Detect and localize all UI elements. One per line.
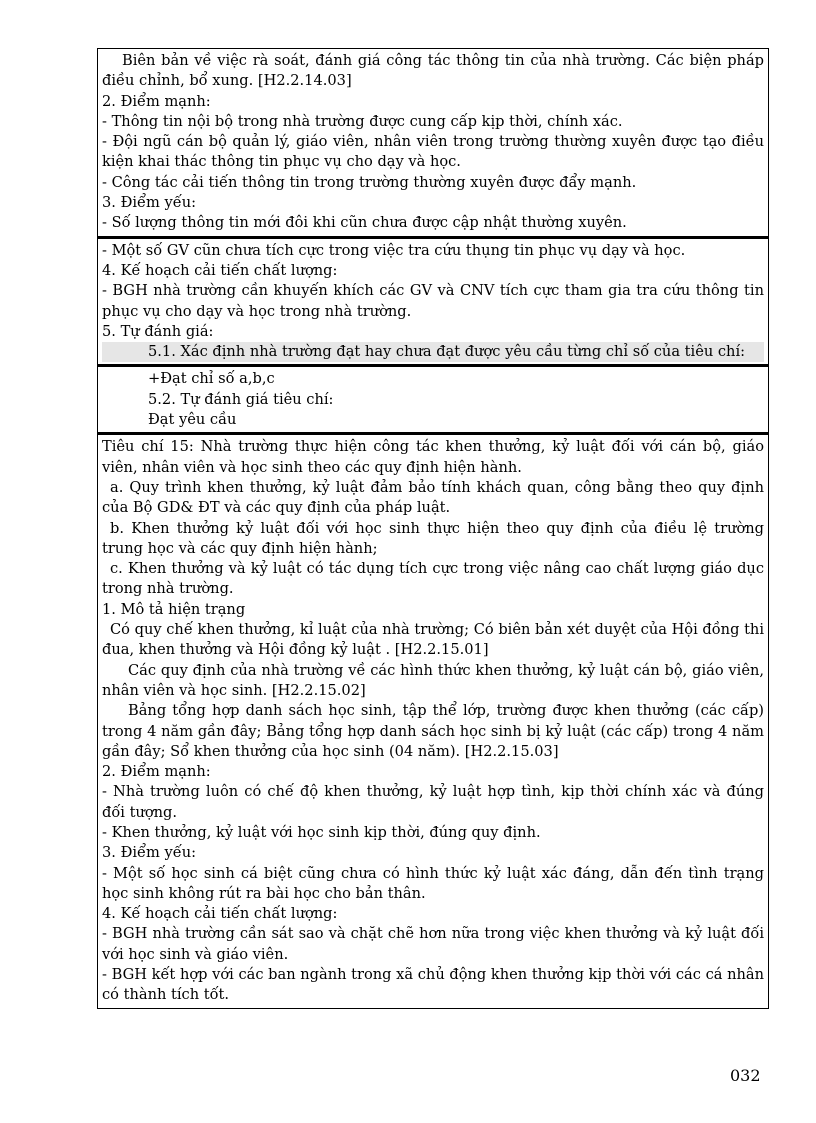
status-paragraph: Bảng tổng hợp danh sách học sinh, tập thể lớp, trường được khen thưởng (các cấp) trong 4 năm gần đây; Bảng tổng hợp danh sách học sinh bị kỷ luật (các cấp) trong 4 năm gần đây; Sổ khen thưởng của học sinh (04 năm). [H2.2.15.03] bbox=[102, 702, 764, 760]
weakness-item: - Số lượng thông tin mới đôi khi cũn chưa được cập nhật thường xuyên. bbox=[102, 214, 627, 232]
heading-strengths: 2. Điểm mạnh: bbox=[102, 763, 211, 781]
self-assessment-5-1: 5.1. Xác định nhà trường đạt hay chưa đạt được yêu cầu từng chỉ số của tiêu chí: bbox=[102, 342, 764, 362]
indicator-result: +Đạt chỉ số a,b,c bbox=[148, 370, 275, 388]
criterion-15-title: Tiêu chí 15: Nhà trường thực hiện công tác khen thưởng, kỷ luật đối với cán bộ, giáo viên, nhân viên và học sinh theo các quy định hiện hành. bbox=[102, 438, 764, 476]
assessment-result: Đạt yêu cầu bbox=[148, 411, 237, 429]
document-frame bbox=[97, 48, 769, 1009]
page-number: 032 bbox=[730, 1066, 761, 1085]
heading-weaknesses: 3. Điểm yếu: bbox=[102, 194, 197, 212]
heading-weaknesses: 3. Điểm yếu: bbox=[102, 844, 197, 862]
plan-item: - BGH kết hợp với các ban ngành trong xã chủ động khen thưởng kịp thời với các cá nhân có thành tích tốt. bbox=[102, 966, 764, 1004]
strength-item: - Khen thưởng, kỷ luật với học sinh kịp thời, đúng quy định. bbox=[102, 823, 541, 841]
heading-current-status: 1. Mô tả hiện trạng bbox=[102, 600, 246, 618]
heading-strengths: 2. Điểm mạnh: bbox=[102, 92, 211, 110]
criterion-item-b: b. Khen thưởng kỷ luật đối với học sinh thực hiện theo quy định của điều lệ trường trung học và các quy định hiện hành; bbox=[102, 519, 764, 557]
strength-item: - Công tác cải tiến thông tin trong trường thường xuyên được đẩy mạnh. bbox=[102, 173, 637, 191]
strength-item: - Nhà trường luôn có chế độ khen thưởng, kỷ luật hợp tình, kịp thời chính xác và đúng đối tượng. bbox=[102, 783, 764, 821]
strength-item: - Thông tin nội bộ trong nhà trường được cung cấp kịp thời, chính xác. bbox=[102, 112, 623, 130]
plan-item: - BGH nhà trường cần sát sao và chặt chẽ hơn nữa trong việc khen thưởng và kỷ luật đối với học sinh và giáo viên. bbox=[102, 925, 764, 963]
criterion-item-c: c. Khen thưởng và kỷ luật có tác dụng tích cực trong việc nâng cao chất lượng giáo dục trong nhà trường. bbox=[102, 560, 764, 598]
strength-item: - Đội ngũ cán bộ quản lý, giáo viên, nhân viên trong trường thường xuyên được tạo điều kiện khai thác thông tin phục vụ cho dạy và học. bbox=[102, 133, 764, 171]
self-assessment-5-2: 5.2. Tự đánh giá tiêu chí: bbox=[148, 390, 334, 408]
heading-self-assessment: 5. Tự đánh giá: bbox=[102, 322, 214, 340]
weakness-item: - Một số học sinh cá biệt cũng chưa có hình thức kỷ luật xác đáng, dẫn đến tình trạng học sinh không rút ra bài học cho bản thân. bbox=[102, 864, 764, 902]
section-criterion-14-continued bbox=[97, 48, 769, 237]
criterion-item-a: a. Quy trình khen thưởng, kỷ luật đảm bảo tính khách quan, công bằng theo quy định của Bộ GD& ĐT và các quy định của pháp luật. bbox=[102, 478, 764, 517]
heading-improvement-plan: 4. Kế hoạch cải tiến chất lượng: bbox=[102, 261, 338, 279]
section-criterion-15 bbox=[97, 433, 769, 1008]
section-assessment-result bbox=[97, 365, 769, 433]
status-paragraph: Các quy định của nhà trường về các hình thức khen thưởng, kỷ luật cán bộ, giáo viên, nhân viên và học sinh. [H2.2.15.02] bbox=[102, 661, 764, 699]
status-paragraph: Có quy chế khen thưởng, kỉ luật của nhà trường; Có biên bản xét duyệt của Hội đồng thi đua, khen thưởng và Hội đồng kỷ luật . [H2.2.15.01] bbox=[102, 621, 764, 659]
plan-item: - BGH nhà trường cần khuyến khích các GV và CNV tích cực tham gia tra cứu thông tin phục vụ cho dạy và học trong nhà trường. bbox=[102, 282, 764, 320]
evidence-line: Biên bản về việc rà soát, đánh giá công tác thông tin của nhà trường. Các biện pháp điều chỉnh, bổ xung. [H2.2.14.03] bbox=[102, 52, 764, 90]
heading-improvement-plan: 4. Kế hoạch cải tiến chất lượng: bbox=[102, 905, 338, 923]
section-improvement-plan bbox=[97, 237, 769, 366]
weakness-item: - Một số GV cũn chưa tích cực trong việc tra cứu thụng tin phục vụ dạy và học. bbox=[102, 241, 686, 259]
